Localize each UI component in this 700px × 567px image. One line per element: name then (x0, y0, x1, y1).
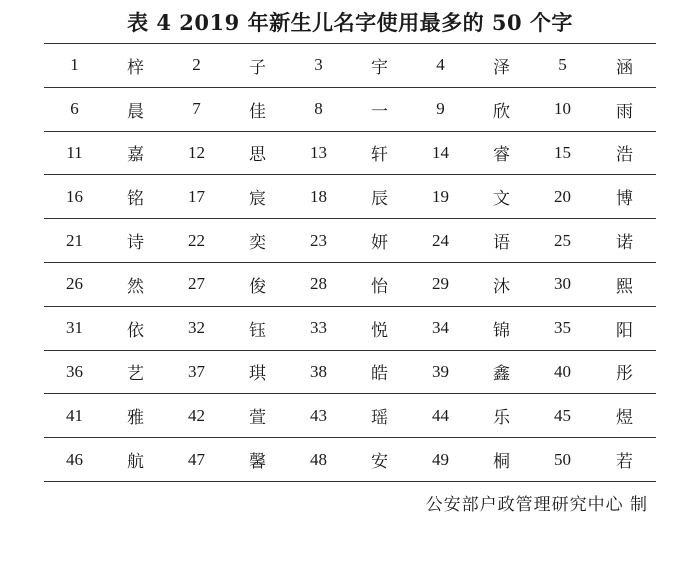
rank-number: 23 (310, 230, 327, 250)
name-character: 浩 (616, 145, 633, 166)
name-character: 雨 (616, 101, 633, 122)
rank-number: 42 (188, 405, 205, 425)
name-character: 妍 (371, 233, 388, 254)
rank-number: 31 (66, 318, 83, 338)
name-character: 梓 (127, 57, 144, 78)
name-character: 辰 (371, 189, 388, 210)
rank-number: 6 (70, 99, 79, 119)
rank-number: 34 (432, 318, 449, 338)
name-character: 睿 (493, 145, 510, 166)
rank-number: 7 (192, 99, 201, 119)
rank-number: 37 (188, 361, 205, 381)
name-character: 欣 (493, 101, 510, 122)
name-character: 佳 (249, 101, 266, 122)
name-character: 奕 (249, 233, 266, 254)
rank-number: 44 (432, 405, 449, 425)
name-character: 熙 (616, 276, 633, 297)
rank-number: 50 (554, 449, 571, 469)
name-character: 乐 (493, 408, 510, 429)
name-character: 涵 (616, 57, 633, 78)
table-row (44, 394, 656, 438)
name-character: 嘉 (127, 145, 144, 166)
rank-number: 9 (436, 99, 445, 119)
name-character: 语 (493, 233, 510, 254)
name-character: 诗 (127, 233, 144, 254)
rank-number: 38 (310, 361, 327, 381)
name-character: 铭 (127, 189, 144, 210)
name-character: 航 (127, 452, 144, 473)
table-title: 表 4 2019 年新生儿名字使用最多的 50 个字 (127, 10, 573, 35)
table-row (44, 262, 656, 306)
name-character: 萱 (249, 408, 266, 429)
rank-number: 3 (314, 55, 323, 75)
name-character: 博 (616, 189, 633, 210)
rank-number: 4 (436, 55, 445, 75)
name-character: 鑫 (493, 364, 510, 385)
name-character: 思 (249, 145, 266, 166)
name-character: 轩 (371, 145, 388, 166)
name-character: 悦 (371, 320, 388, 341)
name-character: 瑶 (371, 408, 388, 429)
rank-number: 33 (310, 318, 327, 338)
name-character: 诺 (616, 233, 633, 254)
name-character: 怡 (371, 276, 388, 297)
name-character: 宸 (249, 189, 266, 210)
table-row (44, 175, 656, 219)
rank-number: 48 (310, 449, 327, 469)
rank-number: 20 (554, 186, 571, 206)
rank-number: 47 (188, 449, 205, 469)
name-character: 琪 (249, 364, 266, 385)
rank-number: 39 (432, 361, 449, 381)
name-character: 俊 (249, 276, 266, 297)
rank-number: 5 (558, 55, 567, 75)
rank-number: 41 (66, 405, 83, 425)
name-character: 子 (249, 57, 266, 78)
rank-number: 10 (554, 99, 571, 119)
rank-number: 36 (66, 361, 83, 381)
rank-number: 2 (192, 55, 201, 75)
rank-number: 28 (310, 274, 327, 294)
name-character: 钰 (249, 320, 266, 341)
rank-number: 8 (314, 99, 323, 119)
rank-number: 26 (66, 274, 83, 294)
name-character: 晨 (127, 101, 144, 122)
rank-number: 11 (66, 142, 83, 162)
name-character: 彤 (616, 364, 633, 385)
name-character: 泽 (493, 57, 510, 78)
rank-number: 35 (554, 318, 571, 338)
rank-number: 16 (66, 186, 83, 206)
table-row (44, 306, 656, 350)
rank-number: 30 (554, 274, 571, 294)
name-character: 若 (616, 452, 633, 473)
rank-number: 46 (66, 449, 83, 469)
rank-number: 24 (432, 230, 449, 250)
rank-number: 18 (310, 186, 327, 206)
rank-number: 19 (432, 186, 449, 206)
name-character: 雅 (127, 408, 144, 429)
name-character: 然 (127, 276, 144, 297)
rank-number: 43 (310, 405, 327, 425)
name-character: 阳 (616, 320, 633, 341)
name-character: 依 (127, 320, 144, 341)
name-character: 馨 (249, 452, 266, 473)
table-row (44, 438, 656, 482)
rank-number: 12 (188, 142, 205, 162)
rank-number: 13 (310, 142, 327, 162)
rank-number: 25 (554, 230, 571, 250)
top-50-names-table (44, 43, 656, 482)
table-body (44, 44, 656, 482)
rank-number: 22 (188, 230, 205, 250)
rank-number: 21 (66, 230, 83, 250)
table-row (44, 131, 656, 175)
table-row (44, 350, 656, 394)
name-character: 艺 (127, 364, 144, 385)
source-credit: 公安部户政管理研究中心 制 (425, 495, 648, 515)
rank-number: 40 (554, 361, 571, 381)
name-character: 宇 (371, 57, 388, 78)
table-row (44, 44, 656, 88)
name-character: 桐 (493, 452, 510, 473)
name-character: 安 (371, 452, 388, 473)
rank-number: 15 (554, 142, 571, 162)
rank-number: 14 (432, 142, 449, 162)
name-character: 文 (493, 189, 510, 210)
rank-number: 45 (554, 405, 571, 425)
name-character: 皓 (371, 364, 388, 385)
rank-number: 32 (188, 318, 205, 338)
name-character: 锦 (493, 320, 510, 341)
name-character: 煜 (616, 408, 633, 429)
rank-number: 27 (188, 274, 205, 294)
name-character: 沐 (493, 276, 510, 297)
rank-number: 49 (432, 449, 449, 469)
name-character: 一 (371, 101, 388, 122)
rank-number: 1 (70, 55, 79, 75)
rank-number: 29 (432, 274, 449, 294)
table-row (44, 87, 656, 131)
table-row (44, 219, 656, 263)
rank-number: 17 (188, 186, 205, 206)
